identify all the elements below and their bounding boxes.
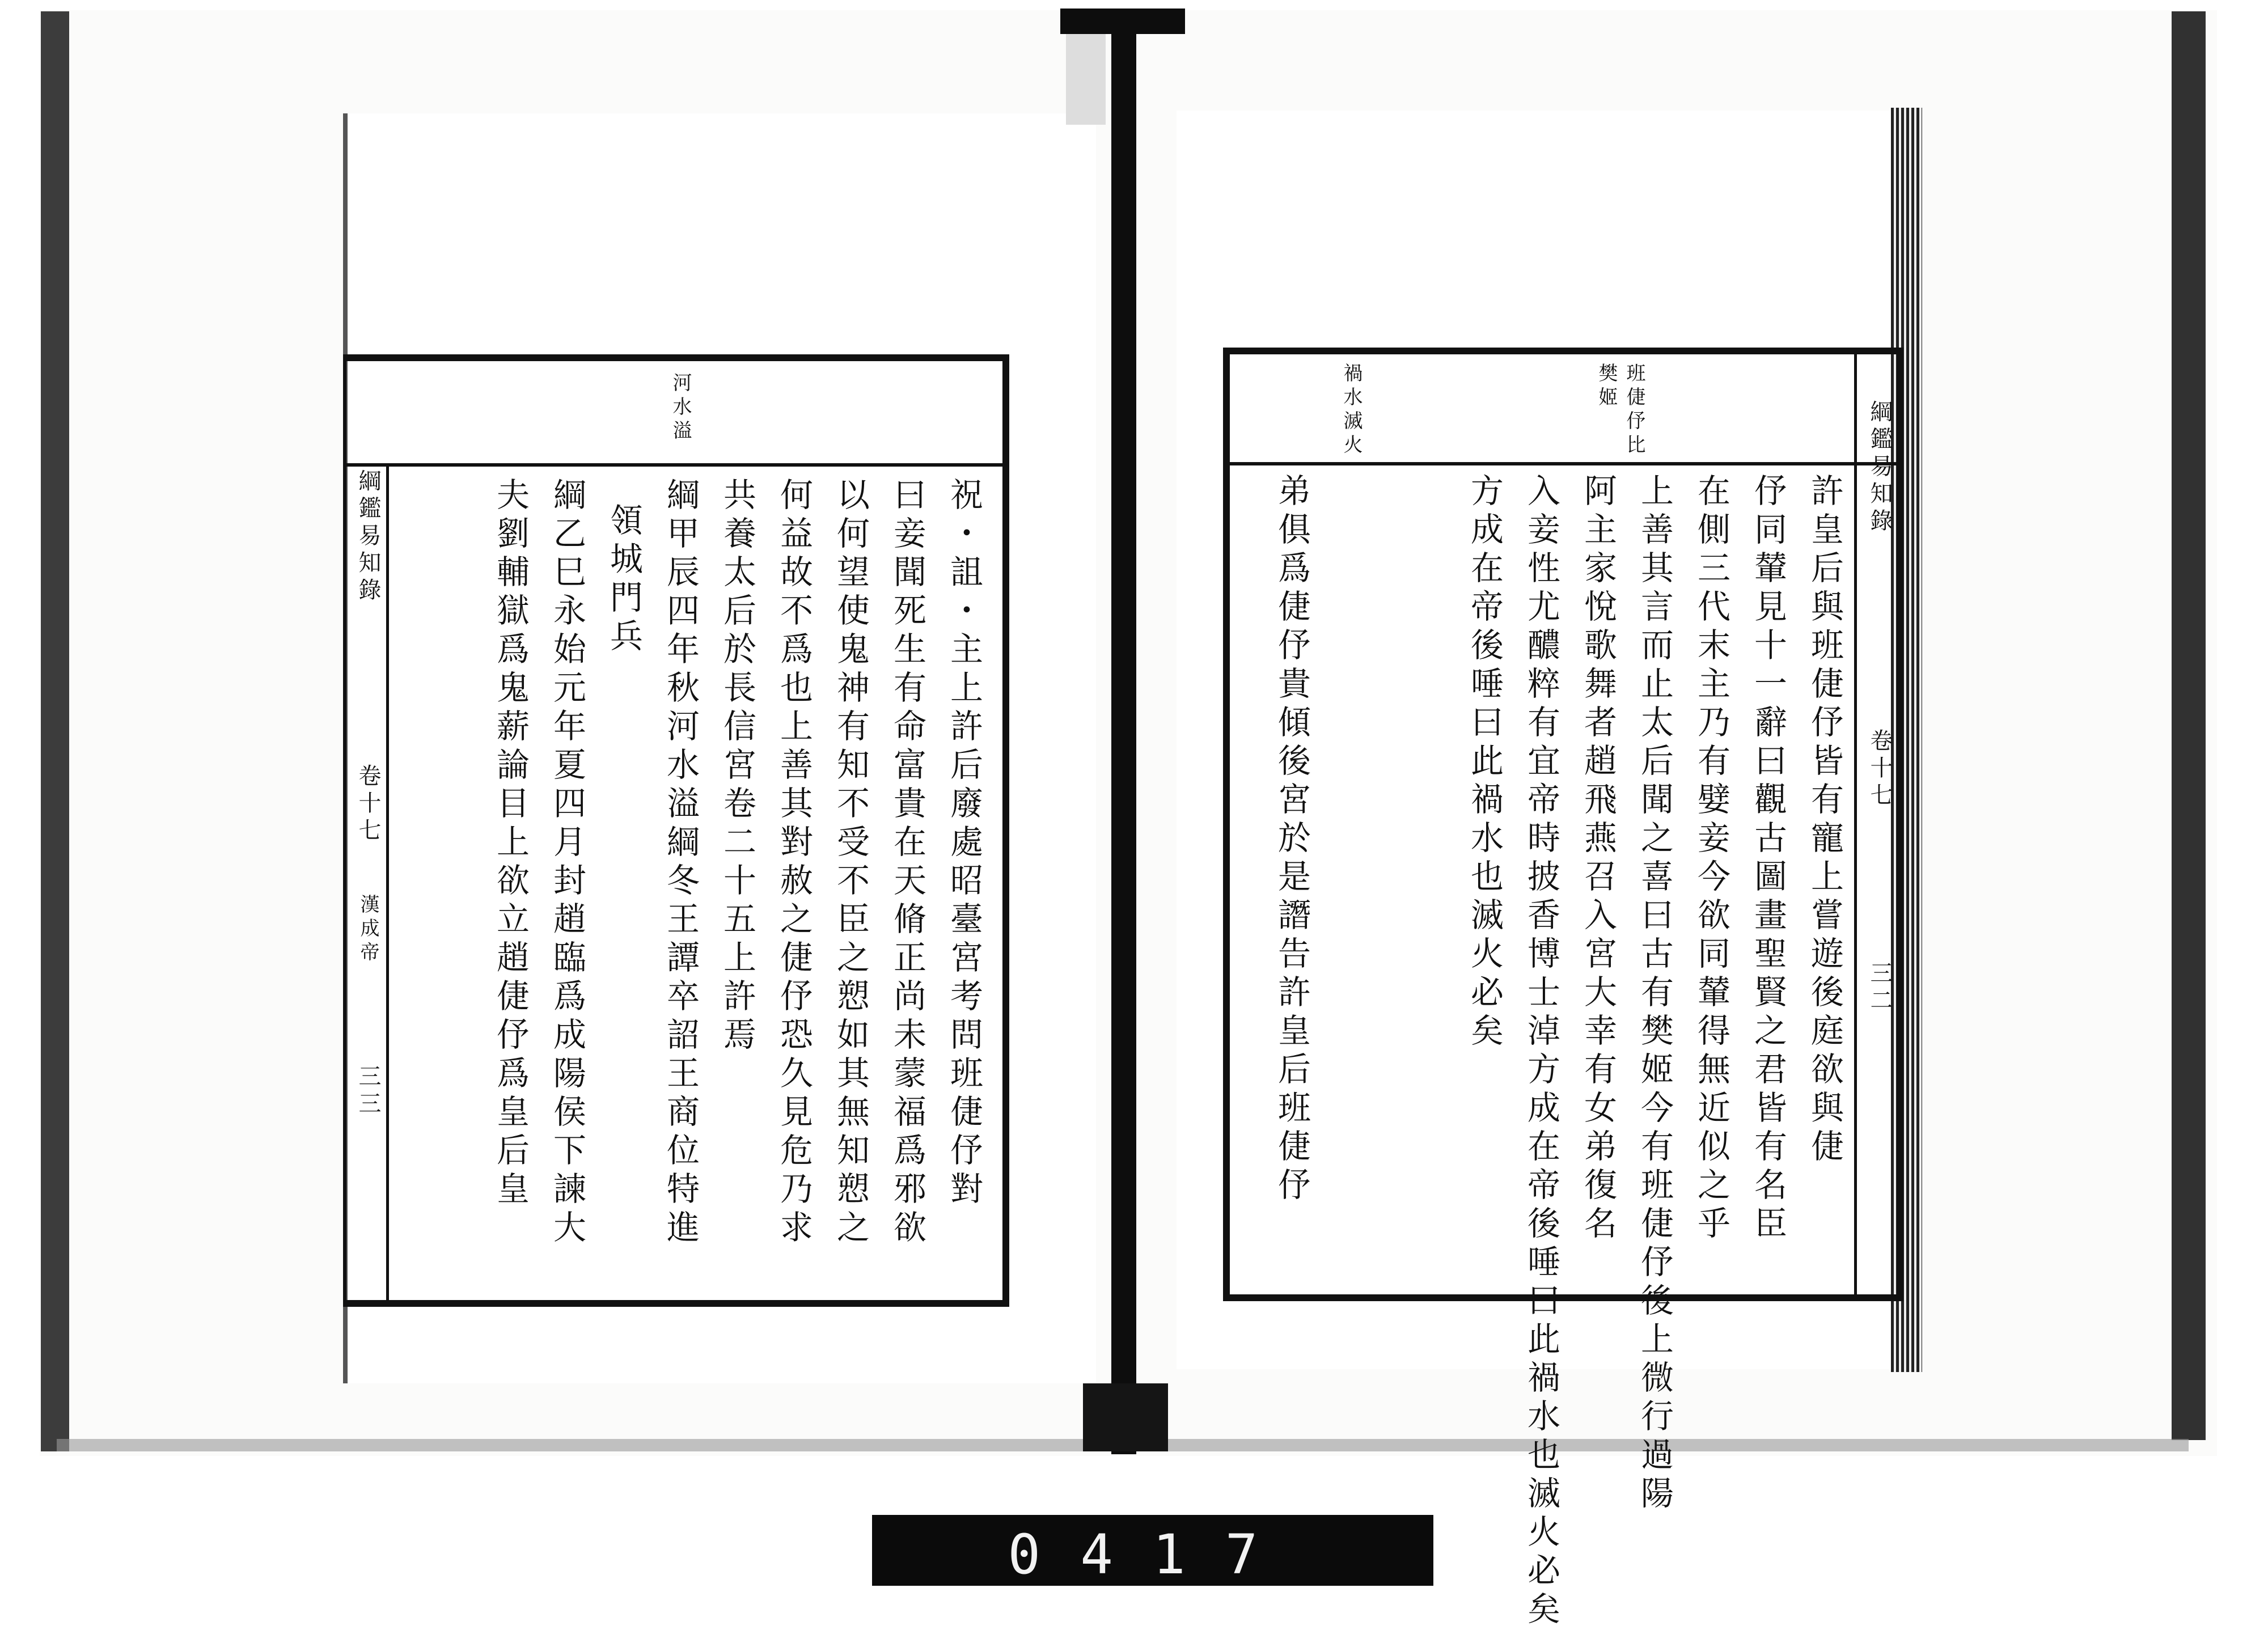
right-banner-note-1: 班倢伃比樊姬 bbox=[1595, 363, 1645, 458]
left-text-column-9: 夫劉輔獄爲鬼薪論目上欲立趙倢伃爲皇后皇 bbox=[491, 477, 530, 1210]
left-text-column-1: 祝・詛・主上許后廢處昭臺宮考問班倢伃對 bbox=[945, 477, 983, 1210]
left-head-band bbox=[346, 361, 1002, 467]
right-text-column-4: 上善其言而止太后聞之喜曰古有樊姬今有班倢伃後上微行過陽 bbox=[1635, 473, 1674, 1514]
image-number-plate bbox=[872, 1515, 1433, 1586]
left-margin-volume: 卷十七 bbox=[355, 764, 381, 845]
left-text-column-8: 綱乙巳永始元年夏四月封趙臨爲成陽侯下諫大 bbox=[548, 477, 586, 1248]
left-banner-note: 河水溢 bbox=[669, 372, 692, 444]
left-text-column-2: 曰妾聞死生有命富貴在天脩正尚未蒙福爲邪欲 bbox=[888, 477, 926, 1248]
right-margin-page: 三二 bbox=[1867, 961, 1893, 1015]
left-text-column-3: 以何望使鬼神有知不受不臣之愬如其無知愬之 bbox=[831, 477, 870, 1248]
right-text-column-7: 方成在帝後唾曰此禍水也滅火必矣 bbox=[1465, 473, 1504, 1052]
left-margin-column bbox=[346, 463, 389, 1300]
image-number: 0417 bbox=[1008, 1523, 1298, 1586]
left-page-frame bbox=[343, 354, 1009, 1307]
right-text-column-8: 弟俱爲倢伃貴傾後宮於是譖告許皇后班倢伃 bbox=[1272, 473, 1311, 1206]
right-text-column-3: 在側三代末主乃有嬖妾今欲同輦得無近似之乎 bbox=[1692, 473, 1730, 1244]
right-head-band bbox=[1230, 354, 1897, 465]
right-text-column-2: 伃同輦見十一辭曰觀古圖畫聖賢之君皆有名臣 bbox=[1749, 473, 1787, 1244]
left-text-column-7: 領城門兵 bbox=[604, 503, 643, 657]
left-text-column-5: 共養太后於長信宮卷二十五上許焉 bbox=[718, 477, 756, 1056]
book-spine bbox=[1111, 9, 1136, 1454]
right-page-frame bbox=[1223, 348, 1903, 1630]
right-text-column-5: 阿主家悅歌舞者趙飛燕召入宮大幸有女弟復名 bbox=[1579, 473, 1617, 1244]
spine-gap bbox=[1066, 34, 1106, 125]
left-margin-title: 綱鑑易知錄 bbox=[355, 469, 381, 605]
left-margin-page: 三三 bbox=[355, 1064, 381, 1119]
book-edge-right bbox=[2172, 11, 2206, 1440]
left-text-column-6: 綱甲辰四年秋河水溢綱冬王譚卒詔王商位特進 bbox=[661, 477, 700, 1248]
right-banner-note-2: 禍水滅火 bbox=[1340, 363, 1363, 458]
left-margin-dynasty: 漢成帝 bbox=[357, 894, 379, 966]
spine-foot bbox=[1083, 1383, 1168, 1451]
right-margin-title: 綱鑑易知錄 bbox=[1867, 400, 1893, 536]
book-edge-left bbox=[41, 11, 69, 1451]
right-text-column-6: 入妾性尤醲粹有宜帝時披香博士淖方成在帝後唾曰此禍水也滅火必矣 bbox=[1522, 473, 1560, 1630]
right-text-column-1: 許皇后與班倢伃皆有寵上嘗遊後庭欲與倢 bbox=[1805, 473, 1844, 1167]
right-margin-volume: 卷十七 bbox=[1867, 729, 1893, 810]
right-margin-column bbox=[1854, 354, 1897, 1294]
left-text-column-4: 何益故不爲也上善其對赦之倢伃恐久見危乃求 bbox=[775, 477, 813, 1248]
